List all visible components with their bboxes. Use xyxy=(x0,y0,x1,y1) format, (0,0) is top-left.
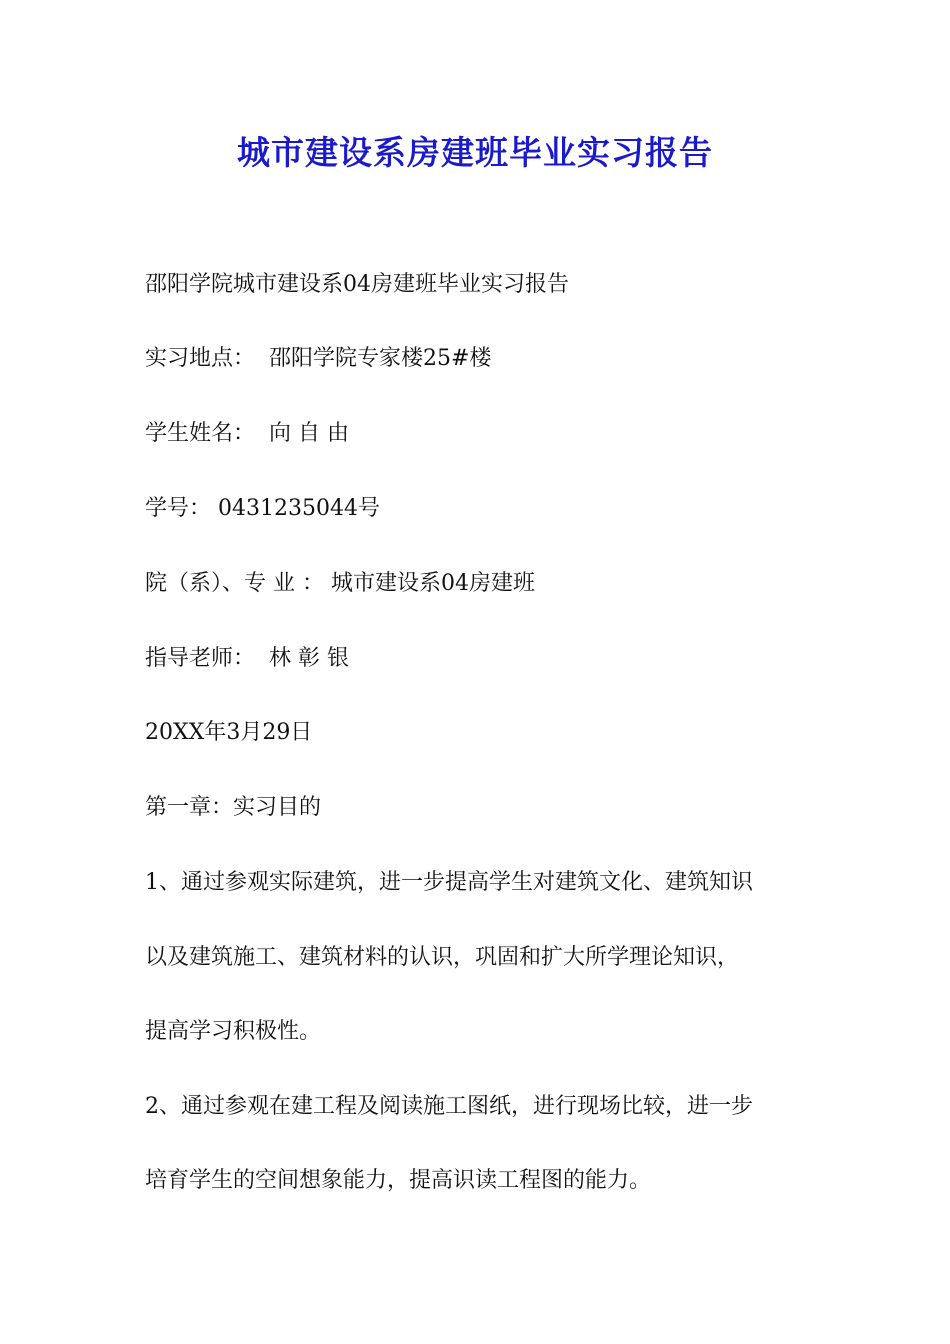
paragraph-1-line-2: 以及建筑施工、建筑材料的认识，巩固和扩大所学理论知识， xyxy=(145,945,740,970)
document-title: 城市建设系房建班毕业实习报告 xyxy=(237,133,713,172)
report-date: 20XX年3月29日 xyxy=(145,720,313,745)
paragraph-2-line-2: 培育学生的空间想象能力，提高识读工程图的能力。 xyxy=(145,1168,652,1193)
student-id: 学号： 0431235044号 xyxy=(145,496,380,521)
internship-location: 实习地点： 邵阳学院专家楼25#楼 xyxy=(145,346,492,371)
department-major: 院（系）、专 业 ： 城市建设系04房建班 xyxy=(145,571,535,596)
chapter-heading: 第一章：实习目的 xyxy=(145,795,322,820)
report-subtitle: 邵阳学院城市建设系04房建班毕业实习报告 xyxy=(145,272,569,297)
paragraph-1-line-3: 提高学习积极性。 xyxy=(145,1019,322,1044)
advisor: 指导老师： 林 彰 银 xyxy=(145,646,349,671)
paragraph-1-line-1: 1、通过参观实际建筑，进一步提高学生对建筑文化、建筑知识 xyxy=(145,870,753,895)
student-name: 学生姓名： 向 自 由 xyxy=(145,421,349,446)
paragraph-2-line-1: 2、通过参观在建工程及阅读施工图纸，进行现场比较，进一步 xyxy=(145,1094,753,1119)
